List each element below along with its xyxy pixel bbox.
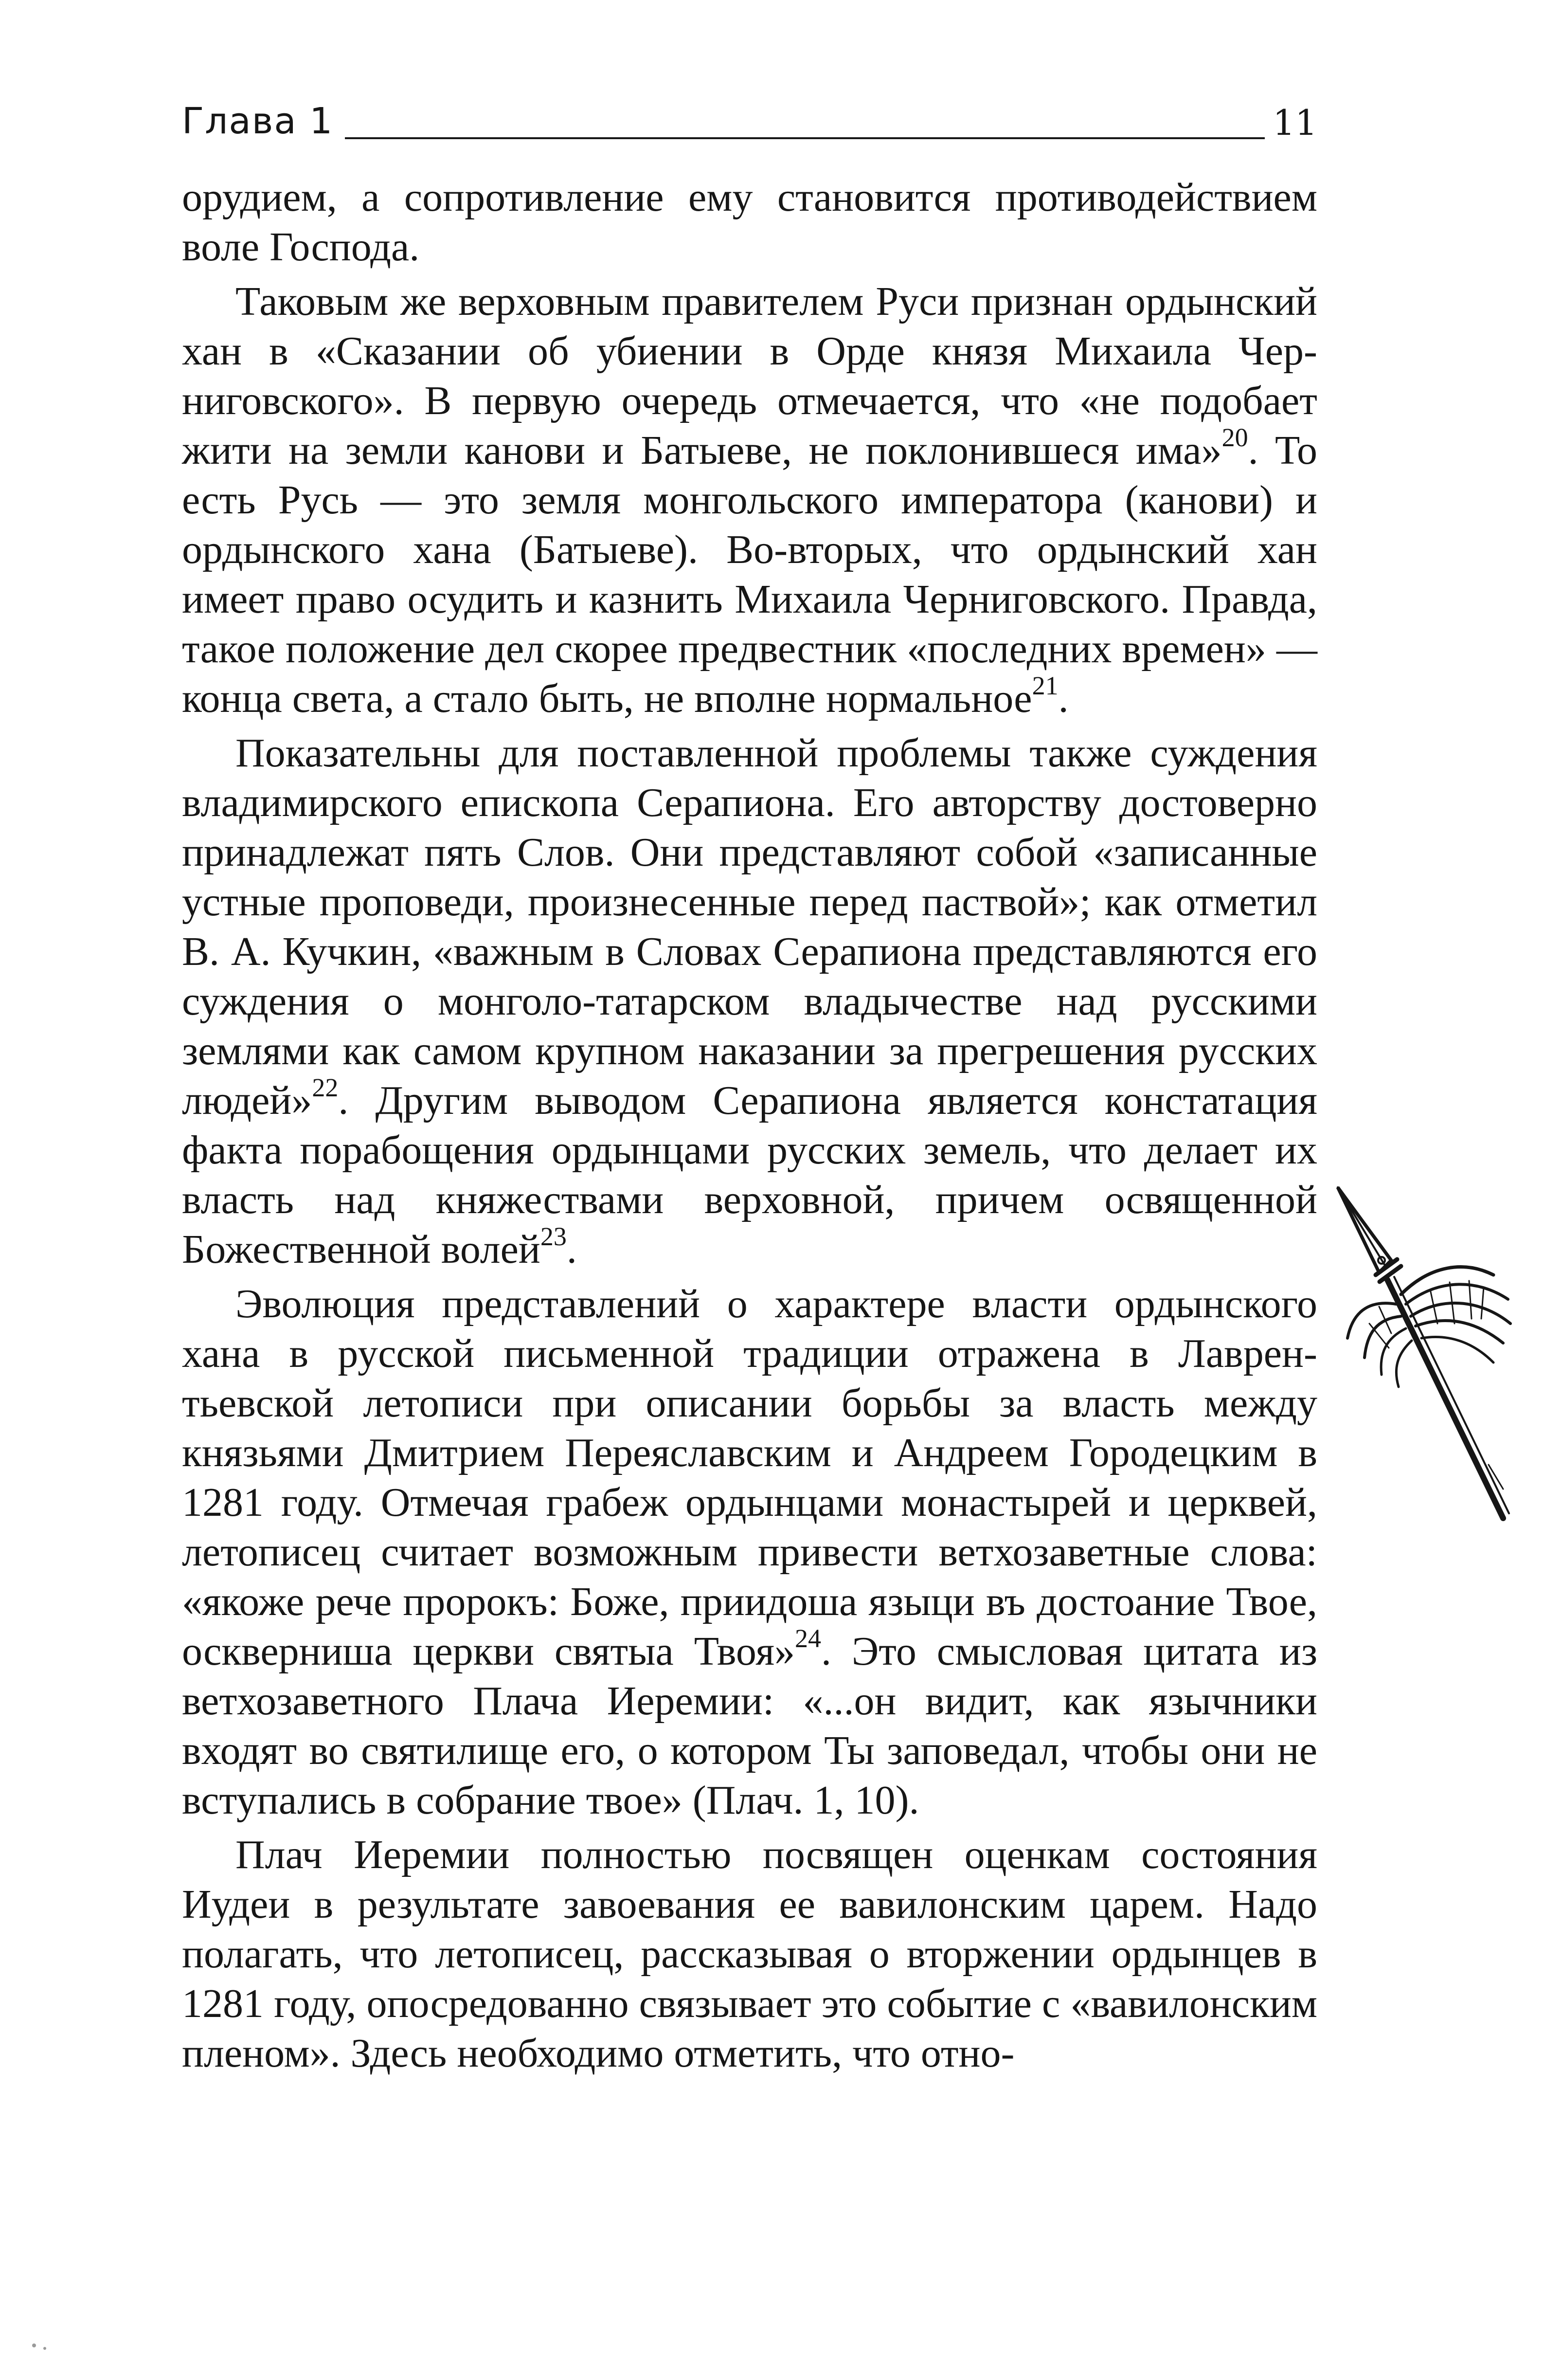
- footnote-ref: 21: [1032, 671, 1059, 700]
- text-run: . То есть Русь — это земля монгольского императора (канови) и ордынского хана (Батыеве). Во-вторых, что ордынский хан имеет право осудить и казнить Михаила Черниговского. Правда, такое положение дел скорее предвестник «последних времен» — конца света, а стало быть, не вполне нормальное: [182, 428, 1318, 721]
- text-run: Эволюция представлений о характере власти ордынского хана в русской письменной традиции отражена в Лаврентьевской летописи при описании борьбы за власть между князьями Дмитрием Переяславским и Андреем Городецким в 1281 году. Отмечая грабеж ордынцами монастырей и церквей, летописец считает возможным привести ветхозаветные слова: «якоже рече пророкъ: Боже, приидоша языци въ достоание Твое, оскверниша церкви святыа Твоя»: [182, 1281, 1317, 1674]
- footnote-ref: 22: [312, 1073, 339, 1102]
- text-run: . Другим выводом Серапиона является констатация факта порабощения ордынцами русских земель, что делает их власть над княжествами верховной, причем освященной Божественной волей: [182, 1078, 1317, 1272]
- text-run: Плач Иеремии полностью посвящен оценкам состояния Иудеи в результате завоевания ее вавилонским царем. Надо полагать, что летописец, рассказывая о вторжении ордынцев в 1281 году, опосредованно связывает это событие с «вавилонским пленом». Здесь необходимо отметить, что отно-: [182, 1832, 1317, 2076]
- footnote-ref: 23: [540, 1222, 567, 1251]
- page-header: [182, 95, 1317, 149]
- body-text: [182, 173, 1317, 2083]
- quill-pen-icon: [1333, 1178, 1518, 1538]
- paragraph: [182, 1279, 1317, 1825]
- text-run: .: [566, 1227, 577, 1272]
- paragraph: [182, 173, 1317, 272]
- footnote-ref: 24: [794, 1624, 821, 1653]
- text-run: Показательны для поставленной проблемы также суждения владимирского епископа Серапиона. Его авторству достоверно принадлежат пять Слов. Они представляют собой «записанные устные проповеди, произнесенные перед паствой»; как отметил В. А. Кучкин, «важным в Словах Серапиона представляются его суждения о монголо-татарском владычестве над русскими землями как самом крупном наказании за прегрешения русских людей»: [182, 730, 1317, 1123]
- text-run: Таковым же верховным правителем Руси признан ордынский хан в «Сказании об убиении в Орде князя Михаила Черниговского». В первую очередь отмечается, что «не подобает жити на земли канови и Батыеве, не поклонившеся има»: [182, 279, 1317, 473]
- paragraph: [182, 277, 1317, 724]
- header-rule: [345, 137, 1265, 139]
- footnote-ref: 20: [1221, 423, 1248, 452]
- paragraph: [182, 728, 1317, 1274]
- running-title: Глава 1: [182, 100, 334, 142]
- paragraph: [182, 1830, 1317, 2078]
- text-run: орудием, а сопротивление ему становится противодействием воле Господа.: [182, 175, 1317, 270]
- page-number: 11: [1273, 102, 1317, 143]
- text-run: .: [1058, 676, 1069, 721]
- text-run: . Это смысловая цитата из ветхозаветного Плача Иеремии: «...он видит, как язычники входят во святилище его, о котором Ты заповедал, чтобы они не вступались в собрание твое» (Плач. 1, 10).: [182, 1629, 1317, 1823]
- scan-specks: [0, 2326, 97, 2365]
